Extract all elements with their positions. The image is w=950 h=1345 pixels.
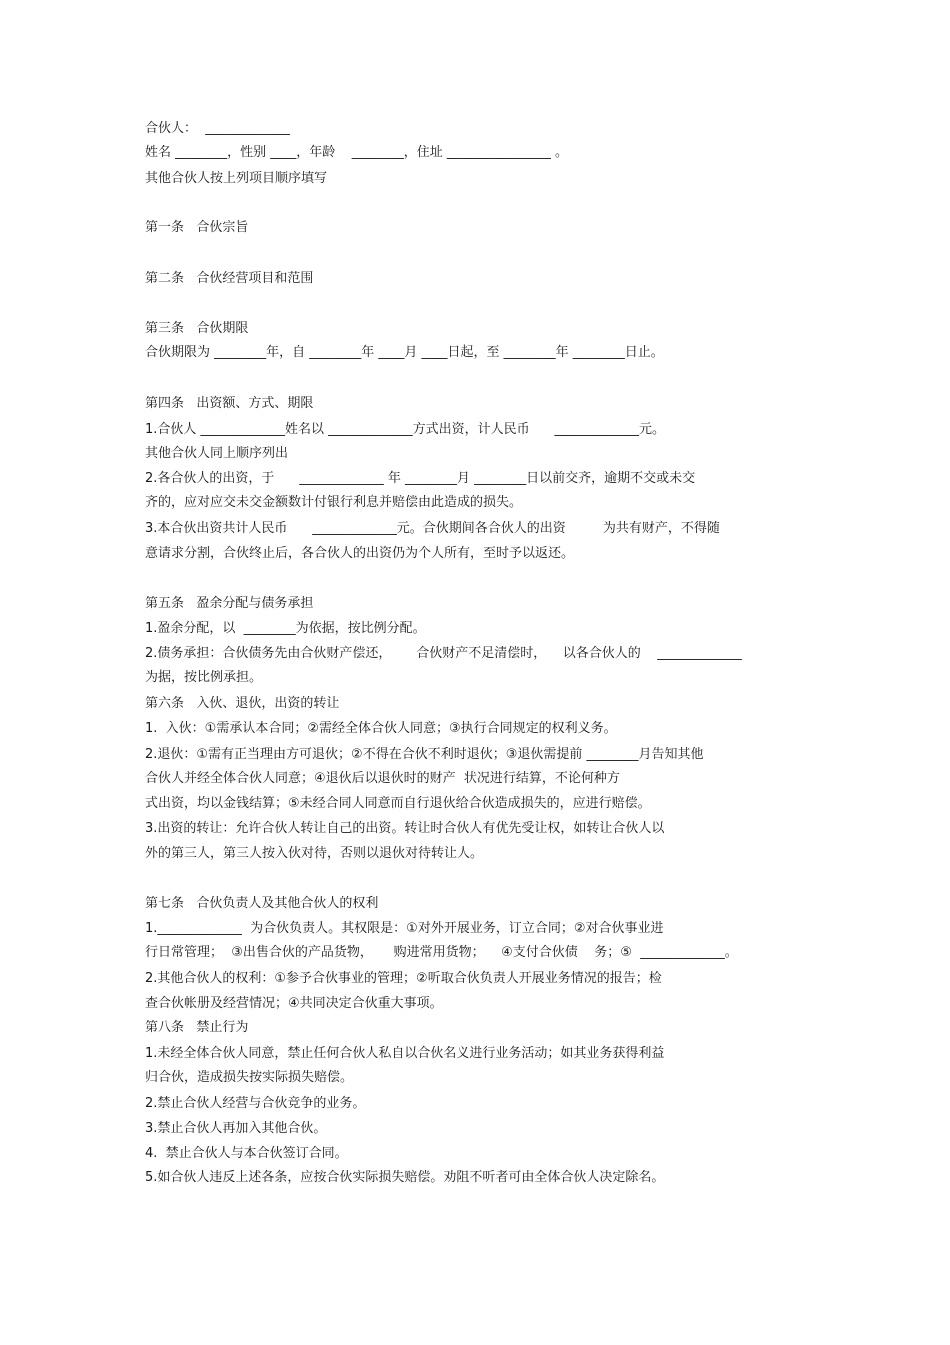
article-6-heading: 第六条 入伙、退伙，出资的转让 xyxy=(145,696,340,711)
article-4-note: 其他合伙人同上顺序列出 xyxy=(145,446,289,461)
article-5-clause-2: 2.债务承担：合伙债务先由合伙财产偿还， 合伙财产不足清偿时， 以各合伙人的 _____________ xyxy=(145,646,742,661)
article-4-heading: 第四条 出资额、方式、期限 xyxy=(145,396,314,411)
partner-info-line: 姓名 ________，性别 ____，年龄 ________，住址 ________________ 。 xyxy=(145,145,569,160)
article-6-clause-1: 1. 入伙：①需承认本合同；②需经全体合伙人同意；③执行合同规定的权利义务。 xyxy=(145,721,617,736)
article-6-clause-3-cont: 外的第三人，第三人按入伙对待，否则以退伙对待转让人。 xyxy=(145,846,484,861)
article-4-clause-3-cont: 意请求分割，合伙终止后，各合伙人的出资仍为个人所有，至时予以返还。 xyxy=(145,546,575,561)
article-7-clause-2: 2.其他合伙人的权利：①参予合伙事业的管理；②听取合伙负责人开展业务情况的报告；检 xyxy=(145,971,662,986)
article-6-clause-3: 3.出资的转让：允许合伙人转让自己的出资。转让时合伙人有优先受让权，如转让合伙人以 xyxy=(145,821,665,836)
article-3-text: 合伙期限为 ________年，自 ________年 ____月 ____日起，至 ________年 ________日止。 xyxy=(145,345,664,360)
article-8-clause-1-cont: 归合伙，造成损失按实际损失赔偿。 xyxy=(145,1070,354,1085)
partner-label-line: 合伙人： _____________ xyxy=(145,121,290,136)
article-4-clause-3: 3.本合伙出资共计人民币 _____________元。合伙期间各合伙人的出资 为共有财产，不得随 xyxy=(145,521,720,536)
article-8-clause-1: 1.未经全体合伙人同意，禁止任何合伙人私自以合伙名义进行业务活动；如其业务获得利益 xyxy=(145,1046,665,1061)
article-4-clause-2: 2.各合伙人的出资，于 _____________ 年 ________月 ________日以前交齐，逾期不交或未交 xyxy=(145,471,696,486)
article-3-heading: 第三条 合伙期限 xyxy=(145,321,249,336)
article-1-heading: 第一条 合伙宗旨 xyxy=(145,220,249,235)
article-7-clause-1-cont: 行日常管理； ③出售合伙的产品货物， 购进常用货物； ④支付合伙债 务；⑤ _____________。 xyxy=(145,945,738,960)
article-5-clause-2-cont: 为据，按比例承担。 xyxy=(145,670,263,685)
article-7-clause-2-cont: 查合伙帐册及经营情况；④共同决定合伙重大事项。 xyxy=(145,996,443,1011)
article-8-clause-3: 3.禁止合伙人再加入其他合伙。 xyxy=(145,1121,327,1136)
article-6-clause-2-cont-1: 合伙人并经全体合伙人同意；④退伙后以退伙时的财产 状况进行结算，不论何种方 xyxy=(145,771,620,786)
article-8-heading: 第八条 禁止行为 xyxy=(145,1020,249,1035)
article-6-clause-2-cont-2: 式出资，均以金钱结算；⑤未经合同人同意而自行退伙给合伙造成损失的，应进行赔偿。 xyxy=(145,796,651,811)
article-6-clause-2: 2.退伙：①需有正当理由方可退伙；②不得在合伙不利时退伙；③退伙需提前 ________月告知其他 xyxy=(145,747,704,762)
article-4-clause-1: 1.合伙人 _____________姓名以 _____________方式出资，计人民币 _____________元。 xyxy=(145,422,665,437)
article-8-clause-5: 5.如合伙人违反上述各条，应按合伙实际损失赔偿。劝阻不听者可由全体合伙人决定除名。 xyxy=(145,1170,665,1185)
article-5-clause-1: 1.盈余分配，以 ________为依据，按比例分配。 xyxy=(145,621,426,636)
article-4-clause-2-cont: 齐的，应对应交未交金额数计付银行利息并赔偿由此造成的损失。 xyxy=(145,495,523,510)
article-8-clause-4: 4. 禁止合伙人与本合伙签订合同。 xyxy=(145,1146,348,1161)
article-7-clause-1: 1._____________ 为合伙负责人。其权限是：①对外开展业务，订立合同；②对合伙事业进 xyxy=(145,921,664,936)
article-7-heading: 第七条 合伙负责人及其他合伙人的权利 xyxy=(145,896,379,911)
article-8-clause-2: 2.禁止合伙人经营与合伙竞争的业务。 xyxy=(145,1096,366,1111)
partner-order-note: 其他合伙人按上列项目顺序填写 xyxy=(145,171,328,186)
article-2-heading: 第二条 合伙经营项目和范围 xyxy=(145,271,314,286)
article-5-heading: 第五条 盈余分配与债务承担 xyxy=(145,596,314,611)
